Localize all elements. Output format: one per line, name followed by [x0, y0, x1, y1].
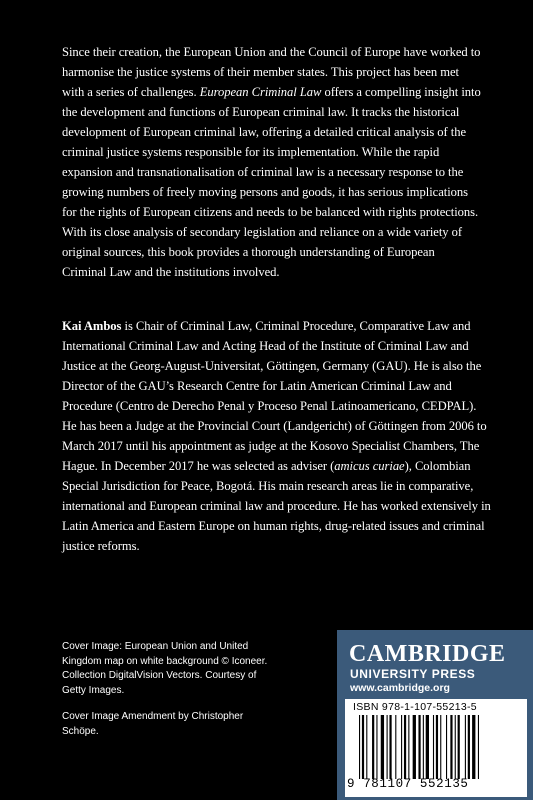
- barcode-panel: [345, 699, 527, 797]
- author-biography: [62, 316, 492, 556]
- book-title-italic: European Criminal Law: [199, 85, 322, 99]
- book-description: [62, 42, 482, 282]
- barcode-number: 9 781107 552135: [347, 777, 469, 791]
- isbn-label: ISBN 978-1-107-55213-5: [353, 701, 477, 713]
- description-text-part2: offers a compelling insight into the development and functions of European criminal law. It tracks the historical development of European criminal law, offering a detailed critical analysis of the criminal justice systems responsible for its implementation. While the rapid expansion and transnationalisation of criminal law is a necessary response to the growing numbers of freely moving persons and goods, it has serious implications for the rights of European citizens and needs to be balanced with rights protections. With its close analysis of secondary legislation and reliance on a wide variety of original sources, this book provides a thorough understanding of European Criminal Law and the institutions involved.: [62, 85, 481, 279]
- bio-text-part1: is Chair of Criminal Law, Criminal Procedure, Comparative Law and International Criminal Law and Acting Head of the Institute of Criminal Law and Justice at the Georg-August-Universitat, Göttingen, Germany (GAU). He is also the Director of the GAU’s Research Centre for Latin American Criminal Law and Procedure (Centro de Derecho Penal y Proceso Penal Latinoamericano, CEDPAL). He has been a Judge at the Provincial Court (Landgericht) of Göttingen from 2006 to March 2017 until his appointment as judge at the Kosovo Specialist Chambers, The Hague. In December 2017 he was selected as adviser (: [62, 319, 487, 473]
- publisher-logo-subtitle: UNIVERSITY PRESS: [350, 667, 476, 681]
- barcode-icon: [359, 715, 519, 779]
- author-name: Kai Ambos: [62, 319, 122, 333]
- publisher-logo-name: CAMBRIDGE: [349, 641, 506, 667]
- publisher-block: [337, 630, 533, 800]
- publisher-url: www.cambridge.org: [350, 682, 450, 694]
- bio-italic-term: amicus curiae: [334, 459, 405, 473]
- description-text-part1: Since their creation, the European Union and the Council of Europe have worked to harmonise the justice systems of their member states. This project has been met with a series of challenges.: [62, 45, 481, 99]
- bio-text-part2: ), Colombian Special Jurisdiction for Peace, Bogotá. His main research areas lie in comparative, international and European criminal law and procedure. He has worked extensively in Latin America and Eastern Europe on human rights, drug-related issues and criminal justice reforms.: [62, 459, 491, 553]
- cover-image-credit: Cover Image: European Union and United Kingdom map on white background © Iconeer. Collection DigitalVision Vectors. Courtesy of Getty Images.: [62, 641, 268, 696]
- cover-amendment-credit: Cover Image Amendment by Christopher Schöpe.: [62, 711, 244, 737]
